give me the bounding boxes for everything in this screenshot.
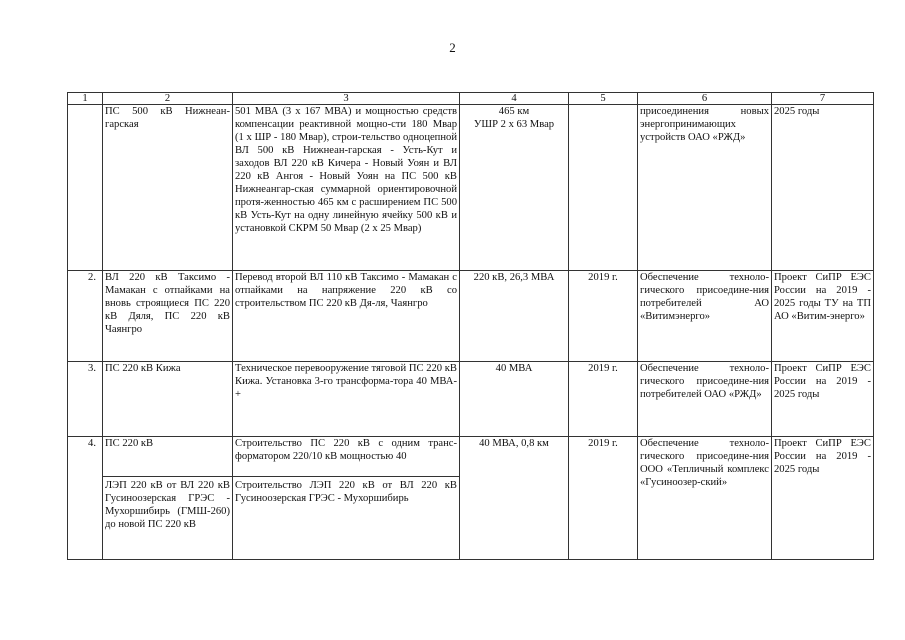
purpose-cell: Обеспечение техноло-гического присоедине-ния потребителей ОАО «РЖД» [638,362,772,437]
year-cell: 2019 г. [569,437,638,560]
table-row [68,105,874,271]
table-row [68,437,874,560]
work-description-cell: Техническое перевооружение тяговой ПС 220 кВ Кижа. Установка 3-го трансформа-тора 40 МВА-+ [233,362,460,437]
basis-cell: Проект СиПР ЕЭС России на 2019 - 2025 годы ТУ на ТП АО «Витим-энерго» [772,271,874,362]
year-cell [569,105,638,271]
work-description-cell [233,437,460,560]
column-number-row [68,93,874,105]
capacity-cell: 220 кВ, 26,3 МВА [460,271,569,362]
object-cell: ВЛ 220 кВ Таксимо - Мамакан с отпайками на вновь строящиеся ПС 220 кВ Дяля, ПС 220 кВ Чаянгро [103,271,233,362]
column-number: 3 [233,93,460,105]
capacity-cell: 40 МВА, 0,8 км [460,437,569,560]
work-line: Строительство ЛЭП 220 кВ от ВЛ 220 кВ Гусиноозерская ГРЭС - Мухоршибирь [233,476,459,505]
column-number: 4 [460,93,569,105]
purpose-cell: Обеспечение техноло-гического присоедине-ния потребителей АО «Витимэнерго» [638,271,772,362]
object-line: ЛЭП 220 кВ от ВЛ 220 кВ Гусиноозерская ГРЭС - Мухоршибирь (ГМШ-260) до новой ПС 220 кВ [103,476,232,531]
row-number: 3. [68,362,103,437]
purpose-cell: Обеспечение техноло-гического присоедине-ния ООО «Тепличный комплекс «Гусиноозер-ский» [638,437,772,560]
capacity-cell: 40 МВА [460,362,569,437]
row-number: 2. [68,271,103,362]
capacity-cell: 465 км УШР 2 х 63 Мвар [460,105,569,271]
basis-cell: Проект СиПР ЕЭС России на 2019 - 2025 годы [772,437,874,560]
column-number: 7 [772,93,874,105]
row-number: 4. [68,437,103,560]
row-number [68,105,103,271]
purpose-cell: присоединения новых энергопринимающих устройств ОАО «РЖД» [638,105,772,271]
object-cell: ПС 500 кВ Нижнеан-гарская [103,105,233,271]
basis-cell: Проект СиПР ЕЭС России на 2019 - 2025 годы [772,362,874,437]
column-number: 6 [638,93,772,105]
work-description-cell: 501 МВА (3 х 167 МВА) и мощностью средств компенсации реактивной мощно-сти 180 Мвар (1 х ШР - 180 Мвар), строи-тельство одноцепной ВЛ 500 кВ Нижнеан-гарская - Усть-Кут и заходов ВЛ 220 кВ Кичера - Новый Уоян и ВЛ 220 кВ Ангоя - Новый Уоян на ПС 500 кВ Нижнеангар-ская суммарной ориентировочной протя-женностью 465 км с расширением ПС 500 кВ Усть-Кут на одну линейную ячейку 500 кВ и установкой СКРМ 50 Мвар (2 х 25 Мвар) [233,105,460,271]
year-cell: 2019 г. [569,271,638,362]
table-row [68,362,874,437]
work-substation: Строительство ПС 220 кВ с одним транс-форматором 220/10 кВ мощностью 40 [235,438,457,462]
table-row [68,271,874,362]
object-substation: ПС 220 кВ [105,438,154,449]
project-table [67,92,874,560]
column-number: 5 [569,93,638,105]
column-number: 1 [68,93,103,105]
year-cell: 2019 г. [569,362,638,437]
work-description-cell: Перевод второй ВЛ 110 кВ Таксимо - Мамакан с отпайками на напряжение 220 кВ со строительством ПС 220 кВ Дя-ля, Чаянгро [233,271,460,362]
basis-cell: 2025 годы [772,105,874,271]
column-number: 2 [103,93,233,105]
page-number: 2 [449,40,456,55]
object-cell [103,437,233,560]
object-cell: ПС 220 кВ Кижа [103,362,233,437]
